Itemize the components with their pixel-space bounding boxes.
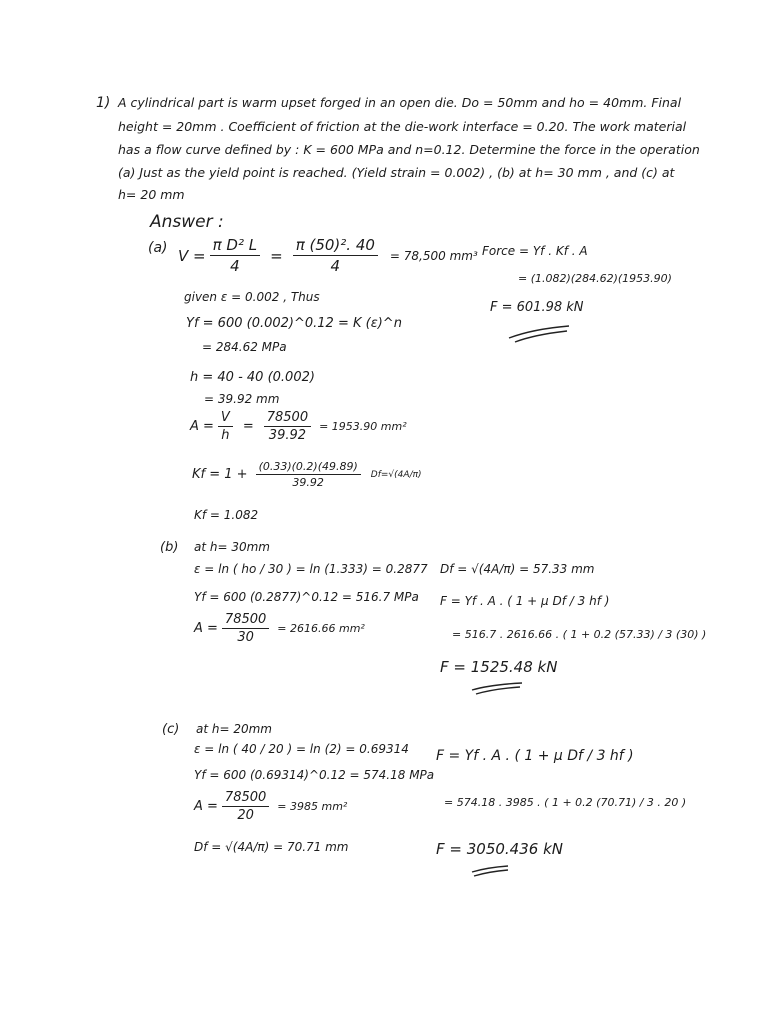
answer-heading: Answer :: [150, 212, 224, 232]
part-c-diameter: Df = √(4A/π) = 70.71 mm: [194, 840, 349, 854]
part-c-strain: ε = ln ( 40 / 20 ) = ln (2) = 0.69314: [194, 742, 409, 756]
part-b-area-den: 30: [237, 630, 254, 645]
part-b-label: (b): [160, 540, 179, 555]
volume-fraction-2-num: π (50)². 40: [293, 236, 378, 256]
volume-result: = 78,500 mm³: [389, 248, 478, 263]
area-equation: [190, 410, 407, 443]
area-prefix: A =: [190, 419, 214, 434]
kf-fraction-den: 39.92: [292, 476, 324, 489]
area-fraction-2-num: 78500: [264, 410, 311, 427]
area-fraction-1-num: V: [218, 410, 233, 427]
problem-line-3: has a flow curve defined by : K = 600 MPa and n=0.12. Determine the force in the operation: [118, 142, 700, 157]
part-c-force-substitution: = 574.18 . 3985 . ( 1 + 0.2 (70.71) / 3 . 20 ): [444, 796, 687, 809]
part-b-diameter: Df = √(4A/π) = 57.33 mm: [440, 562, 595, 576]
part-b-strain: ε = ln ( ho / 30 ) = ln (1.333) = 0.2877: [194, 562, 428, 576]
problem-line-2: height = 20mm . Coefficient of friction at the die-work interface = 0.20. The work material: [118, 119, 687, 134]
volume-fraction-1-num: π D² L: [210, 236, 261, 256]
part-a-label: (a): [148, 240, 168, 256]
area-fraction-1: [218, 410, 233, 443]
part-b-force-result: F = 1525.48 kN: [440, 658, 558, 676]
flow-stress-equation: Yf = 600 (0.002)^0.12 = K (ε)^n: [186, 316, 402, 331]
part-c-area-num: 78500: [222, 790, 269, 807]
problem-line-4: (a) Just as the yield point is reached. (Yield strain = 0.002) , (b) at h= 30 mm , and (c) at: [118, 165, 675, 180]
flow-stress-result: = 284.62 MPa: [202, 340, 287, 354]
part-c-area-prefix: A =: [194, 799, 218, 814]
force-result-a: F = 601.98 kN: [490, 300, 584, 315]
problem-line-1: A cylindrical part is warm upset forged in an open die. Do = 50mm and ho = 40mm. Final: [118, 95, 682, 110]
area-fraction-2: [264, 410, 311, 443]
part-c-force-result: F = 3050.436 kN: [436, 840, 563, 858]
kf-prefix: Kf = 1 +: [192, 467, 248, 482]
part-b-area-num: 78500: [222, 612, 269, 629]
part-b-area-prefix: A =: [194, 621, 218, 636]
problem-number: 1): [96, 95, 111, 111]
area-fraction-2-den: 39.92: [268, 428, 307, 443]
area-result: = 1953.90 mm²: [319, 420, 407, 433]
given-strain: given ε = 0.002 , Thus: [184, 290, 320, 304]
part-b-area-result: = 2616.66 mm²: [277, 622, 365, 635]
friction-factor-equation: [192, 460, 422, 489]
part-b-area: [194, 612, 365, 645]
part-c-flow-stress: Yf = 600 (0.69314)^0.12 = 574.18 MPa: [194, 768, 435, 782]
problem-line-5: h= 20 mm: [118, 187, 185, 202]
volume-fraction-1: [210, 236, 261, 275]
volume-fraction-2: [293, 236, 378, 275]
part-c-label: (c): [162, 722, 180, 737]
part-c-force-formula: F = Yf . A . ( 1 + μ Df / 3 hf ): [436, 748, 634, 764]
df-note: Df=√(4A/π): [370, 469, 422, 480]
height-result: = 39.92 mm: [204, 392, 280, 406]
part-b-flow-stress: Yf = 600 (0.2877)^0.12 = 516.7 MPa: [194, 590, 419, 604]
kf-fraction: [256, 460, 361, 489]
force-equation-a: Force = Yf . Kf . A: [482, 244, 588, 258]
part-b-height: at h= 30mm: [194, 540, 270, 554]
part-b-force-substitution: = 516.7 . 2616.66 . ( 1 + 0.2 (57.33) / 3 (30) ): [452, 628, 707, 641]
volume-equals: =: [270, 246, 283, 265]
part-c-area-den: 20: [237, 808, 254, 823]
underline-scribble-c: [468, 862, 512, 878]
kf-fraction-num: (0.33)(0.2)(49.89): [256, 460, 361, 475]
part-b-force-formula: F = Yf . A . ( 1 + μ Df / 3 hf ): [440, 594, 610, 608]
area-fraction-1-den: h: [221, 428, 230, 443]
part-c-area-fraction: [222, 790, 269, 823]
underline-scribble-a: [505, 322, 575, 344]
part-b-area-fraction: [222, 612, 269, 645]
volume-fraction-2-den: 4: [330, 257, 341, 275]
force-substitution-a: = (1.082)(284.62)(1953.90): [518, 272, 672, 285]
part-c-area-result: = 3985 mm²: [277, 800, 348, 813]
part-c-height: at h= 20mm: [196, 722, 272, 736]
underline-scribble-b: [468, 678, 528, 696]
friction-factor-result: Kf = 1.082: [194, 508, 259, 522]
height-equation: h = 40 - 40 (0.002): [190, 370, 315, 385]
volume-equation: [178, 236, 478, 275]
part-c-area: [194, 790, 347, 823]
volume-prefix: V =: [178, 246, 206, 265]
volume-fraction-1-den: 4: [230, 257, 240, 275]
area-equals: =: [242, 419, 254, 434]
